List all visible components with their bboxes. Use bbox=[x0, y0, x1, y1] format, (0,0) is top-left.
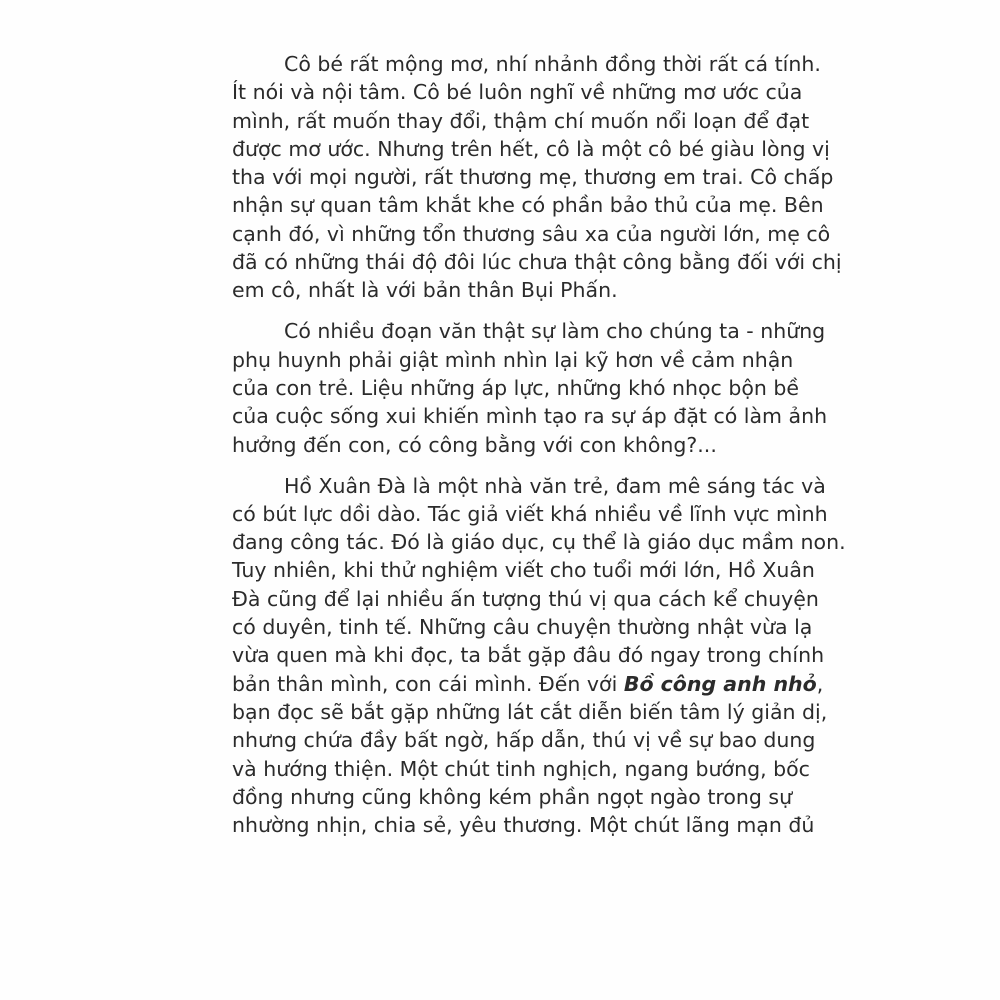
text-line: Đà cũng để lại nhiều ấn tượng thú vị qua cách kể chuyện bbox=[232, 586, 819, 611]
text-line: nhận sự quan tâm khắt khe có phần bảo thủ của mẹ. Bên bbox=[232, 193, 824, 218]
text-line: vừa quen mà khi đọc, ta bắt gặp đâu đó ngay trong chính bbox=[232, 643, 825, 668]
text-line: tha với mọi người, rất thương mẹ, thương em trai. Cô chấp bbox=[232, 165, 834, 190]
text-line: và hướng thiện. Một chút tinh nghịch, ngang bướng, bốc bbox=[232, 756, 810, 781]
text-line: Tuy nhiên, khi thử nghiệm viết cho tuổi mới lớn, Hồ Xuân bbox=[232, 558, 815, 583]
text-line: nhưng chứa đầy bất ngờ, hấp dẫn, thú vị về sự bao dung bbox=[232, 728, 816, 753]
text-line: phụ huynh phải giật mình nhìn lại kỹ hơn về cảm nhận bbox=[232, 347, 794, 372]
text-line: mình, rất muốn thay đổi, thậm chí muốn nổi loạn để đạt bbox=[232, 108, 810, 133]
paragraph-2 bbox=[232, 317, 828, 458]
text-line: bạn đọc sẽ bắt gặp những lát cắt diễn biến tâm lý giản dị, bbox=[232, 699, 828, 724]
text-line: nhường nhịn, chia sẻ, yêu thương. Một chút lãng mạn đủ bbox=[232, 813, 815, 838]
text-fragment: bản thân mình, con cái mình. Đến với bbox=[232, 671, 624, 696]
text-line: em cô, nhất là với bản thân Bụi Phấn. bbox=[232, 278, 618, 303]
text-line: hưởng đến con, có công bằng với con không?... bbox=[232, 432, 717, 457]
text-line: Cô bé rất mộng mơ, nhí nhảnh đồng thời rất cá tính. bbox=[284, 52, 821, 76]
text-line: cạnh đó, vì những tổn thương sâu xa của người lớn, mẹ cô bbox=[232, 221, 831, 246]
book-title: Bồ công anh nhỏ bbox=[623, 671, 817, 696]
text-line: đang công tác. Đó là giáo dục, cụ thể là giáo dục mầm non. bbox=[232, 530, 846, 555]
paragraph-1 bbox=[232, 50, 842, 305]
text-line: đồng nhưng cũng không kém phần ngọt ngào trong sự bbox=[232, 784, 793, 809]
paragraph-3 bbox=[232, 472, 846, 840]
text-fragment: , bbox=[816, 671, 824, 696]
text-line: có bút lực dồi dào. Tác giả viết khá nhiều về lĩnh vực mình bbox=[232, 501, 828, 526]
text-line: đã có những thái độ đôi lúc chưa thật công bằng đối với chị bbox=[232, 250, 842, 275]
text-line: của cuộc sống xui khiến mình tạo ra sự áp đặt có làm ảnh bbox=[232, 404, 828, 429]
text-line-with-book-title bbox=[232, 670, 824, 698]
body-text bbox=[232, 50, 846, 852]
text-line: của con trẻ. Liệu những áp lực, những khó nhọc bộn bề bbox=[232, 375, 800, 400]
text-line: có duyên, tinh tế. Những câu chuyện thường nhật vừa lạ bbox=[232, 615, 813, 640]
text-line: Ít nói và nội tâm. Cô bé luôn nghĩ về những mơ ước của bbox=[232, 80, 803, 105]
text-line: Có nhiều đoạn văn thật sự làm cho chúng ta - những bbox=[284, 319, 826, 344]
text-line: được mơ ước. Nhưng trên hết, cô là một cô bé giàu lòng vị bbox=[232, 136, 830, 161]
text-line: Hồ Xuân Đà là một nhà văn trẻ, đam mê sáng tác và bbox=[284, 473, 826, 498]
